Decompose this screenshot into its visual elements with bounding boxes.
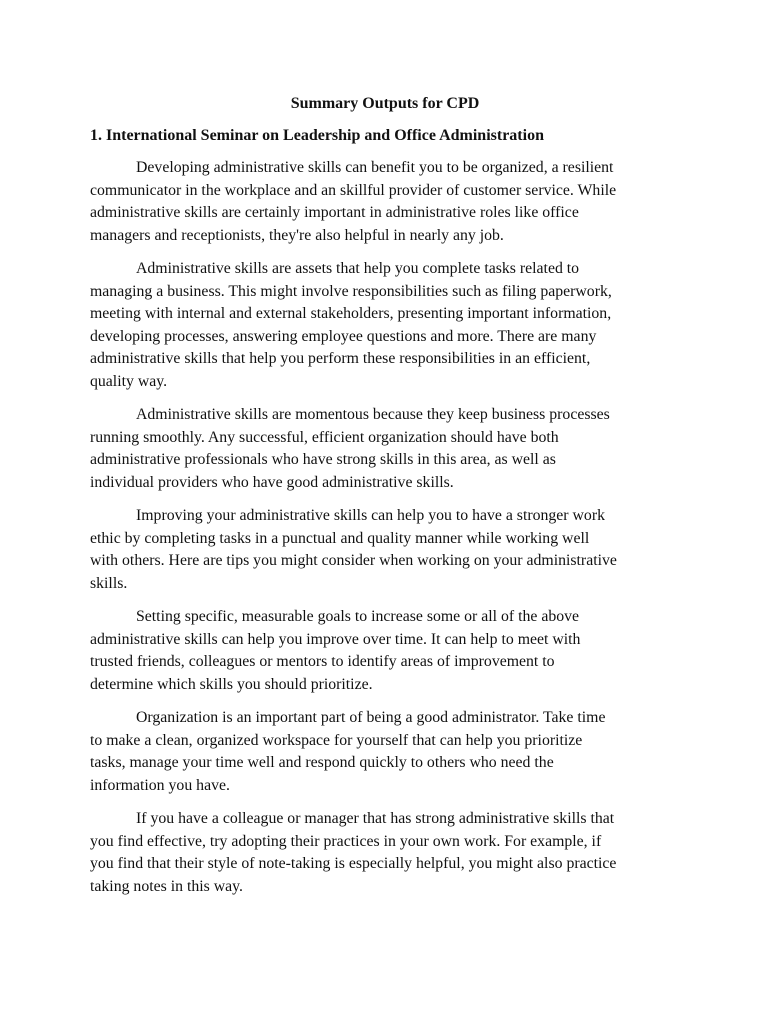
paragraph-line: meeting with internal and external stakeholders, presenting important information, bbox=[90, 305, 612, 322]
paragraph-line: running smoothly. Any successful, efficient organization should have both bbox=[90, 428, 559, 446]
document-body bbox=[90, 94, 680, 909]
paragraph bbox=[90, 606, 680, 696]
paragraph-line: information you have. bbox=[90, 776, 230, 794]
paragraph-line: managing a business. This might involve responsibilities such as filing paperwork, bbox=[90, 282, 612, 300]
paragraph-line: individual providers who have good administrative skills. bbox=[90, 473, 454, 491]
paragraph-line: determine which skills you should prioritize. bbox=[90, 675, 373, 693]
paragraph bbox=[90, 404, 680, 494]
paragraph-line: managers and receptionists, they're also helpful in nearly any job. bbox=[90, 226, 504, 244]
paragraph-line: If you have a colleague or manager that has strong administrative skills that bbox=[136, 810, 615, 827]
paragraph-line: administrative skills can help you improve over time. It can help to meet with bbox=[90, 630, 581, 648]
paragraph bbox=[90, 707, 680, 797]
paragraph bbox=[90, 258, 680, 393]
paragraph-line: trusted friends, colleagues or mentors to identify areas of improvement to bbox=[90, 653, 555, 670]
paragraph-line: Setting specific, measurable goals to increase some or all of the above bbox=[136, 608, 580, 625]
paragraph-line: ethic by completing tasks in a punctual and quality manner while working well bbox=[90, 529, 590, 547]
paragraph bbox=[90, 505, 680, 595]
paragraph-line: taking notes in this way. bbox=[90, 877, 243, 895]
paragraph-line: administrative skills that help you perform these responsibilities in an efficient, bbox=[90, 350, 591, 367]
paragraph-line: Improving your administrative skills can help you to have a stronger work bbox=[136, 507, 605, 524]
paragraph bbox=[90, 808, 680, 898]
paragraph-line: you find that their style of note-taking is especially helpful, you might also practice bbox=[90, 855, 617, 872]
paragraph-line: with others. Here are tips you might consider when working on your administrative bbox=[90, 552, 617, 569]
section-heading: 1. International Seminar on Leadership and Office Administration bbox=[90, 127, 544, 144]
paragraph-line: communicator in the workplace and an skillful provider of customer service. While bbox=[90, 181, 617, 199]
paragraph-line: Organization is an important part of being a good administrator. Take time bbox=[136, 709, 606, 726]
paragraph-line: administrative professionals who have strong skills in this area, as well as bbox=[90, 451, 556, 468]
document-title: Summary Outputs for CPD bbox=[290, 95, 480, 112]
paragraph-line: you find effective, try adopting their practices in your own work. For example, if bbox=[90, 832, 602, 850]
paragraph-line: Developing administrative skills can benefit you to be organized, a resilient bbox=[136, 159, 614, 176]
paragraph-line: tasks, manage your time well and respond quickly to others who need the bbox=[90, 754, 554, 771]
paragraph bbox=[90, 157, 680, 247]
paragraph-line: developing processes, answering employee questions and more. There are many bbox=[90, 327, 597, 345]
paragraph-line: skills. bbox=[90, 574, 128, 592]
paragraph-line: Administrative skills are momentous because they keep business processes bbox=[136, 406, 610, 423]
paragraph-line: Administrative skills are assets that help you complete tasks related to bbox=[136, 260, 580, 277]
paragraph-line: administrative skills are certainly important in administrative roles like office bbox=[90, 204, 579, 221]
paragraph-line: to make a clean, organized workspace for yourself that can help you prioritize bbox=[90, 731, 583, 749]
paragraph-line: quality way. bbox=[90, 372, 168, 390]
